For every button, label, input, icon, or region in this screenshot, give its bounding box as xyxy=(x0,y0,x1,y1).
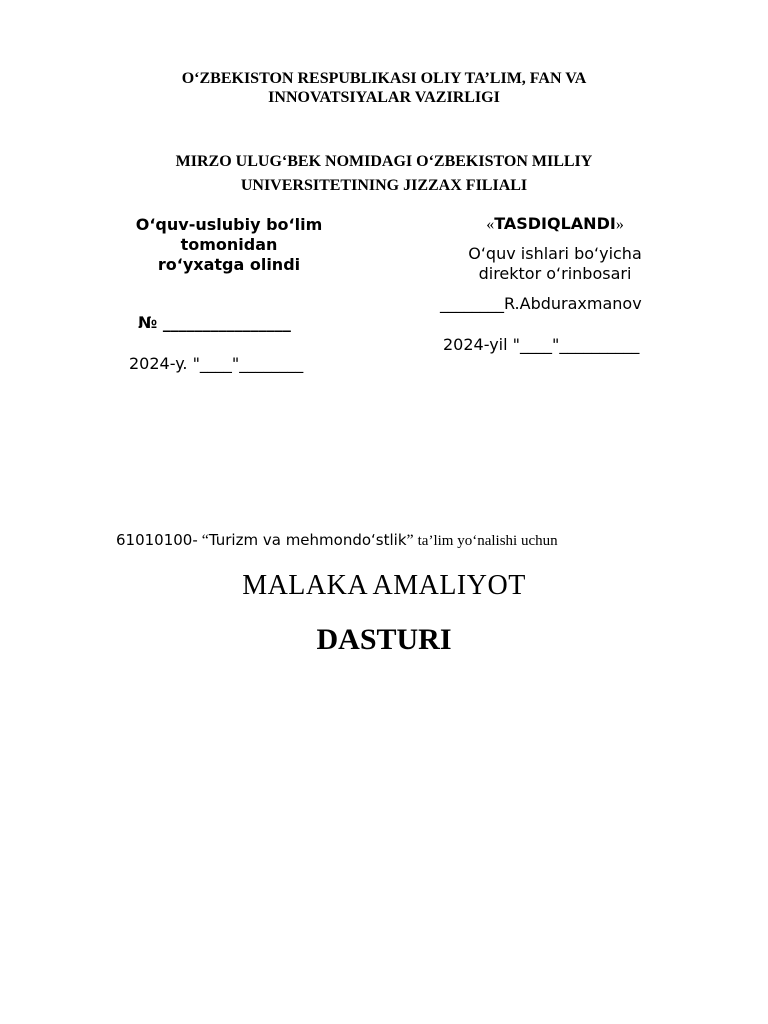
approval-quote-close: » xyxy=(615,216,624,233)
study-direction xyxy=(116,531,558,550)
ministry-line-2: INNOVATSIYALAR VAZIRLIGI xyxy=(268,89,500,106)
registration-line-2: tomonidan xyxy=(180,235,278,254)
approval-stamp-text: TASDIQLANDI xyxy=(494,214,616,233)
registration-date: 2024-y. "____"________ xyxy=(129,354,304,373)
university-line-2: UNIVERSITETINING JIZZAX FILIALI xyxy=(240,177,528,194)
registration-line-1: O‘quv-uslubiy bo‘lim xyxy=(135,215,323,234)
direction-quote-close: ” xyxy=(406,532,414,549)
approver-signature-line: ________R.Abduraxmanov xyxy=(440,294,642,313)
approval-date: 2024-yil "____"__________ xyxy=(443,335,640,354)
university-header xyxy=(0,150,768,198)
approval-stamp xyxy=(430,214,680,234)
approver-position-line-2: direktor o‘rinbosari xyxy=(478,264,632,283)
approver-position-line-1: O‘quv ishlari bo‘yicha xyxy=(468,244,642,263)
registration-number: № ________________ xyxy=(138,313,291,332)
document-title-line-2: DASTURI xyxy=(316,623,452,656)
approval-quote-open: « xyxy=(486,216,495,233)
direction-suffix: ta’lim yo‘nalishi uchun xyxy=(417,533,558,549)
document-title-line-1: MALAKA AMALIYOT xyxy=(242,570,526,601)
direction-name: Turizm va mehmondo‘stlik xyxy=(208,531,407,549)
registration-line-3: ro‘yxatga olindi xyxy=(157,255,301,274)
direction-code: 61010100- xyxy=(116,531,198,549)
ministry-header xyxy=(0,69,768,107)
direction-quote-open: “ xyxy=(201,532,209,549)
approver-position xyxy=(430,244,680,284)
university-line-1: MIRZO ULUG‘BEK NOMIDAGI O‘ZBEKISTON MILLIY xyxy=(175,153,593,170)
ministry-line-1: O‘ZBEKISTON RESPUBLIKASI OLIY TA’LIM, FAN VA xyxy=(181,70,587,87)
registration-block xyxy=(110,215,348,275)
